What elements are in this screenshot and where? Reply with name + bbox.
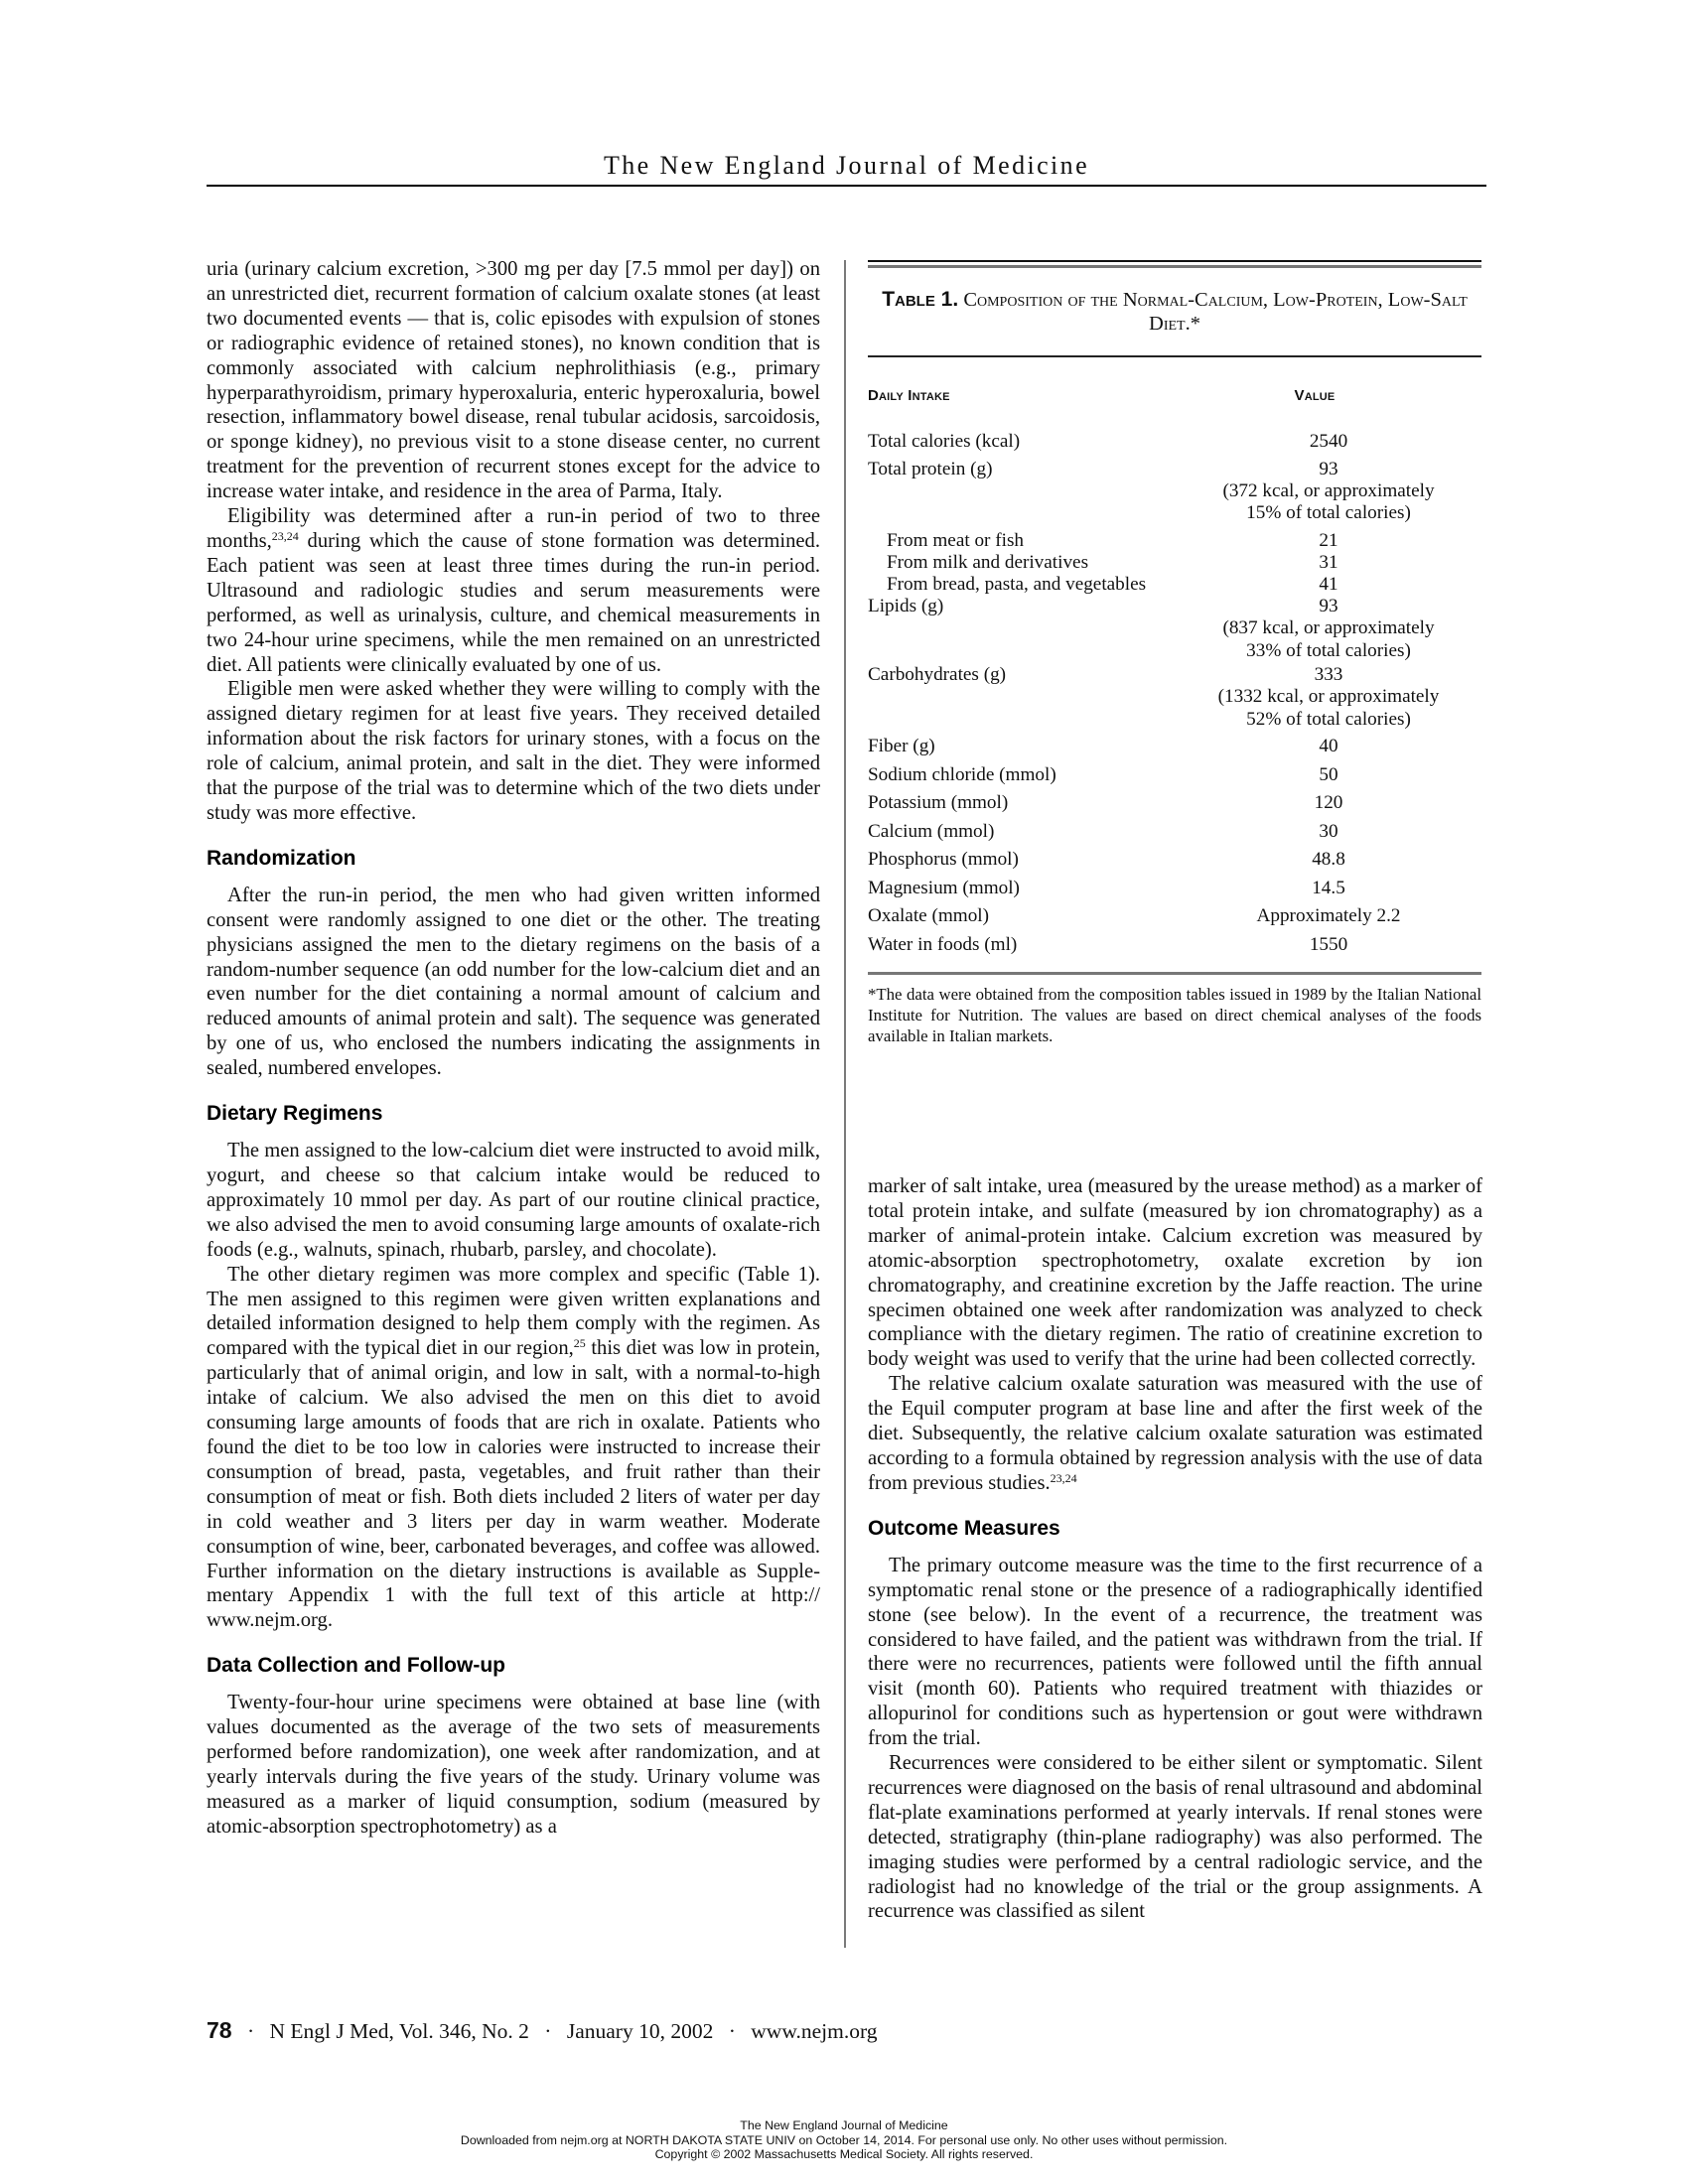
citation: N Engl J Med, Vol. 346, No. 2 bbox=[269, 2019, 529, 2043]
table-row bbox=[868, 905, 1481, 934]
row-label: Water in foods (ml) bbox=[868, 933, 1018, 955]
row-value: 48.8 bbox=[1312, 849, 1345, 871]
paragraph-data-collection: Twenty-four-hour urine specimens were obtained at base line (with values documented as the average of the two sets of measurements performed before randomization), one week after randomization, and at yearly intervals during the five years of the study. Urinary volume was measured as a marker of liquid consumption, sodium (measured by atomic-absorption spectrophotometry) as a bbox=[207, 1692, 820, 1838]
table-header-row bbox=[868, 387, 1481, 413]
table-footnote: *The data were obtained from the composition tables issued in 1989 by the Italian National Institute for Nutrition. The values are based on direct chemical analyses of the foods available in Italian markets. bbox=[868, 984, 1481, 1045]
table-caption: Composition of the Normal-Calcium, Low-Protein, Low-Salt Diet.* bbox=[963, 289, 1468, 335]
paragraph-urine-markers: marker of salt intake, urea (measured by the urease method) as a marker of total protein intake, and sulfate (measured by ion chromatography) as a marker of animal-protein intake. Calcium excretion was measured by atomic-absorption spectrophotometry, oxalate excretion by ion chromatography, and creatinine excretion by the Jaffe reaction. The urine specimen obtained one week after randomization was analyzed to check compliance with the dietary regimen. The ratio of creatinine excretion to body weight was used to verify that the urine had been collected correctly. bbox=[868, 1175, 1482, 1371]
row-value: 21 bbox=[1319, 529, 1338, 551]
separator: · bbox=[544, 2019, 552, 2043]
table-row bbox=[868, 596, 1481, 664]
notice-copyright: Copyright © 2002 Massachusetts Medical Society. All rights reserved. bbox=[654, 2147, 1034, 2161]
table-row bbox=[868, 736, 1481, 764]
separator: · bbox=[728, 2019, 736, 2043]
row-value-cell bbox=[1209, 934, 1448, 956]
row-value: 333 bbox=[1314, 663, 1343, 685]
table-title bbox=[868, 288, 1481, 336]
row-value-cell bbox=[1209, 821, 1448, 843]
row-label: Potassium (mmol) bbox=[868, 792, 1009, 814]
column-header-daily-intake: Daily Intake bbox=[868, 386, 950, 404]
row-value: 50 bbox=[1319, 763, 1338, 785]
row-label: Total protein (g) bbox=[868, 458, 993, 479]
paragraph-other-regimen bbox=[207, 1263, 820, 1634]
row-value-cell bbox=[1209, 905, 1448, 927]
row-value-cell bbox=[1209, 431, 1448, 453]
section-heading: Outcome Measures bbox=[868, 1516, 1060, 1540]
row-value-cell bbox=[1209, 764, 1448, 786]
table-row bbox=[868, 764, 1481, 793]
separator: · bbox=[246, 2019, 255, 2043]
issue-date: January 10, 2002 bbox=[566, 2019, 714, 2043]
row-value: 93 bbox=[1319, 595, 1338, 616]
reference-superscript[interactable]: 23,24 bbox=[271, 528, 299, 543]
row-value-cell bbox=[1209, 596, 1448, 662]
table-1 bbox=[868, 260, 1481, 1046]
reference-superscript[interactable]: 25 bbox=[573, 1336, 586, 1351]
paragraph-randomization: After the run-in period, the men who had given written informed consent were randomly assigned to one diet or the other. The treating physicians assigned the men to the dietary regimens on the basis of a random-number sequence (an odd number for the low-calcium diet and an even number for the diet containing a normal amount of calcium and reduced amounts of animal protein and salt). The sequence was generated by one of us, who enclosed the numbers indicating the assignments in sealed, numbered envelopes. bbox=[207, 884, 820, 1080]
row-value: 31 bbox=[1319, 551, 1338, 573]
paragraph-eligibility-criteria: uria (urinary calcium excretion, >300 mg per day [7.5 mmol per day]) on an unrestricted diet, recurrent formation of calcium oxalate stones (at least two documented events — that is, colic episodes with expulsion of stones or radiographic evidence of retained stones), no known condition that is commonly associated with calcium nephrolithiasis (e.g., primary hyperparathyroidism, primary hyperoxaluria, enteric hyperoxaluria, bowel resection, inflammatory bowel disease, renal tubular acidosis, sarcoidosis, or sponge kidney), no previous visit to a stone disease center, no current treatment for the prevention of recurrent stones except for the advice to increase water intake, and residence in the area of Parma, Italy. bbox=[207, 258, 820, 503]
table-top-rule-gray bbox=[868, 265, 1481, 268]
row-label: Carbohydrates (g) bbox=[868, 663, 1007, 685]
section-data-collection bbox=[207, 1653, 820, 1679]
paragraph-primary-outcome: The primary outcome measure was the time to the first recurrence of a symptomatic renal stone or the presence of a radiographically identified stone (see below). In the event of a recurrence, the treatment was considered to have failed, and the patient was withdrawn from the trial. If there were no recurrences, patients were followed until the fifth annual visit (month 60). Patients who required treatment with thiazides or allopurinol for conditions such as hypertension or gout were withdrawn from the trial. bbox=[868, 1554, 1482, 1750]
notice-download: Downloaded from nejm.org at NORTH DAKOTA STATE UNIV on October 14, 2014. For personal use only. No other uses without permission. bbox=[460, 2132, 1228, 2147]
row-value-cell bbox=[1209, 664, 1448, 731]
row-value: 120 bbox=[1314, 792, 1343, 814]
row-value-note: (837 kcal, or approximately 33% of total calories) bbox=[1222, 617, 1435, 661]
download-notice bbox=[0, 2118, 1688, 2162]
table-row bbox=[868, 792, 1481, 821]
row-label: From bread, pasta, and vegetables bbox=[887, 573, 1147, 595]
row-label: Fiber (g) bbox=[868, 736, 935, 757]
text: during which the cause of stone formation was determined. Each patient was seen at least three times during the run-in period. Ultrasound and radiologic studies and serum measurements were performed, as well as urinalysis, culture, and chemical measurements in two 24-hour urine specimens, while the men remained on an unrestricted diet. All patients were clinically evaluated by one of us. bbox=[207, 529, 820, 676]
paragraph-low-calcium-diet: The men assigned to the low-calcium diet were instructed to avoid milk, yogurt, and cheese so that calcium intake would be reduced to approximately 10 mmol per day. As part of our routine clinical practice, we also advised the men to avoid consuming large amounts of oxalate-rich foods (e.g., walnuts, spinach, rhubarb, parsley, and chocolate). bbox=[207, 1140, 820, 1261]
table-row bbox=[868, 934, 1481, 963]
section-randomization bbox=[207, 846, 820, 872]
reference-superscript[interactable]: 23,24 bbox=[1050, 1470, 1077, 1485]
row-value-cell bbox=[1209, 574, 1448, 596]
table-row bbox=[868, 552, 1481, 574]
page-footer bbox=[207, 2017, 877, 2044]
header-rule bbox=[207, 185, 1486, 187]
column-divider bbox=[844, 260, 846, 1948]
table-row bbox=[868, 664, 1481, 733]
row-label: Phosphorus (mmol) bbox=[868, 849, 1019, 871]
section-outcome-measures bbox=[868, 1516, 1482, 1542]
page-number: 78 bbox=[207, 2017, 232, 2043]
table-title-rule bbox=[868, 355, 1481, 357]
table-row bbox=[868, 878, 1481, 906]
paragraph-eligible-men: Eligible men were asked whether they were willing to comply with the assigned dietary regimen for at least five years. They received detailed information about the risk factors for urinary stones, with a focus on the role of calcium, animal protein, and salt in the diet. They were informed that the purpose of the trial was to determine which of the two diets under study was more effective. bbox=[207, 678, 820, 824]
row-value: 93 bbox=[1319, 458, 1338, 479]
row-value-cell bbox=[1209, 736, 1448, 757]
row-value: 2540 bbox=[1309, 430, 1348, 452]
journal-url[interactable]: www.nejm.org bbox=[751, 2019, 878, 2043]
section-heading: Data Collection and Follow-up bbox=[207, 1654, 505, 1678]
table-row bbox=[868, 459, 1481, 527]
table-label: Table 1. bbox=[882, 288, 959, 311]
row-label: Total calories (kcal) bbox=[868, 430, 1021, 452]
table-row bbox=[868, 530, 1481, 552]
section-dietary-regimens bbox=[207, 1101, 820, 1127]
running-head-journal-title: The New England Journal of Medicine bbox=[603, 151, 1090, 180]
table-bottom-rule bbox=[868, 972, 1481, 975]
notice-journal: The New England Journal of Medicine bbox=[740, 2118, 948, 2132]
row-value: 30 bbox=[1319, 820, 1338, 842]
row-value-note: (372 kcal, or approximately 15% of total calories) bbox=[1222, 479, 1435, 524]
row-value-cell bbox=[1209, 878, 1448, 899]
row-value: 41 bbox=[1319, 573, 1338, 595]
row-value: 40 bbox=[1319, 736, 1338, 757]
row-value-cell bbox=[1209, 530, 1448, 552]
text: The other dietary regimen was more complex and specific (Table 1). The men assigned to this regimen were given written explanations and detailed information designed to help them comply with the regimen. As compared with the typical diet in our region, bbox=[207, 1263, 820, 1360]
row-value-cell bbox=[1209, 849, 1448, 871]
row-label: Lipids (g) bbox=[868, 595, 944, 616]
row-label: Calcium (mmol) bbox=[868, 820, 995, 842]
paragraph-recurrences: Recurrences were considered to be either silent or symptomatic. Silent recurrences were diagnosed on the basis of renal ultrasound and abdominal flat-plate examinations performed at yearly intervals. If renal stones were detected, stratigraphy (thin-plane radiography) was also performed. The imaging studies were performed by a central radiologic service, and the radiologist had no knowledge of the trial or the group assignments. A recurrence was classified as silent bbox=[868, 1752, 1482, 1923]
table-row bbox=[868, 574, 1481, 596]
row-label: From meat or fish bbox=[887, 529, 1025, 551]
row-value-cell bbox=[1209, 792, 1448, 814]
paragraph-saturation bbox=[868, 1372, 1482, 1496]
row-label: Oxalate (mmol) bbox=[868, 905, 990, 927]
row-value: Approximately 2.2 bbox=[1256, 905, 1401, 927]
text: Eligibility was determined after a run-in period of two to three months, bbox=[207, 505, 820, 552]
row-value: 14.5 bbox=[1312, 877, 1345, 898]
row-value-cell bbox=[1209, 552, 1448, 574]
right-column bbox=[868, 1174, 1482, 1924]
row-label: From milk and derivatives bbox=[887, 551, 1089, 573]
table-row bbox=[868, 821, 1481, 850]
paragraph-run-in-period bbox=[207, 504, 820, 677]
left-column bbox=[207, 257, 820, 1840]
table-top-rule bbox=[868, 260, 1481, 262]
row-label: Magnesium (mmol) bbox=[868, 877, 1020, 898]
section-heading: Randomization bbox=[207, 846, 356, 870]
column-header-value: Value bbox=[1294, 386, 1336, 404]
row-value: 1550 bbox=[1309, 933, 1348, 955]
section-heading: Dietary Regimens bbox=[207, 1102, 383, 1126]
table-row bbox=[868, 849, 1481, 878]
table-body bbox=[868, 431, 1481, 963]
text: this diet was low in protein, particularly that of animal origin, and low in salt, with a normal-to-high intake of calcium. We also advised the men on this diet to avoid consuming large amounts of foods that are rich in oxalate. Patients who found the diet to be too low in calories were instructed to increase their consumption of bread, pasta, vegetables, and fruit rather than their consumption of meat or fish. Both diets included 2 liters of water per day in cold weather and 3 liters per day in warm weather. Moderate consumption of wine, beer, carbonated beverages, and coffee was allowed. Further information on the dietary instructions is available as Supplementary Appendix 1 with the full text of this article at http:// www.nejm.org. bbox=[207, 1337, 820, 1632]
text: The relative calcium oxalate saturation was measured with the use of the Equil computer program at base line and after the first week of the diet. Subsequently, the relative calcium oxalate saturation was estimated according to a formula obtained by regression analysis with the use of data from previous studies. bbox=[868, 1373, 1482, 1494]
row-value-note: (1332 kcal, or approximately 52% of total calories) bbox=[1217, 686, 1440, 730]
table-row bbox=[868, 431, 1481, 459]
row-value-cell bbox=[1209, 459, 1448, 525]
row-label: Sodium chloride (mmol) bbox=[868, 763, 1056, 785]
